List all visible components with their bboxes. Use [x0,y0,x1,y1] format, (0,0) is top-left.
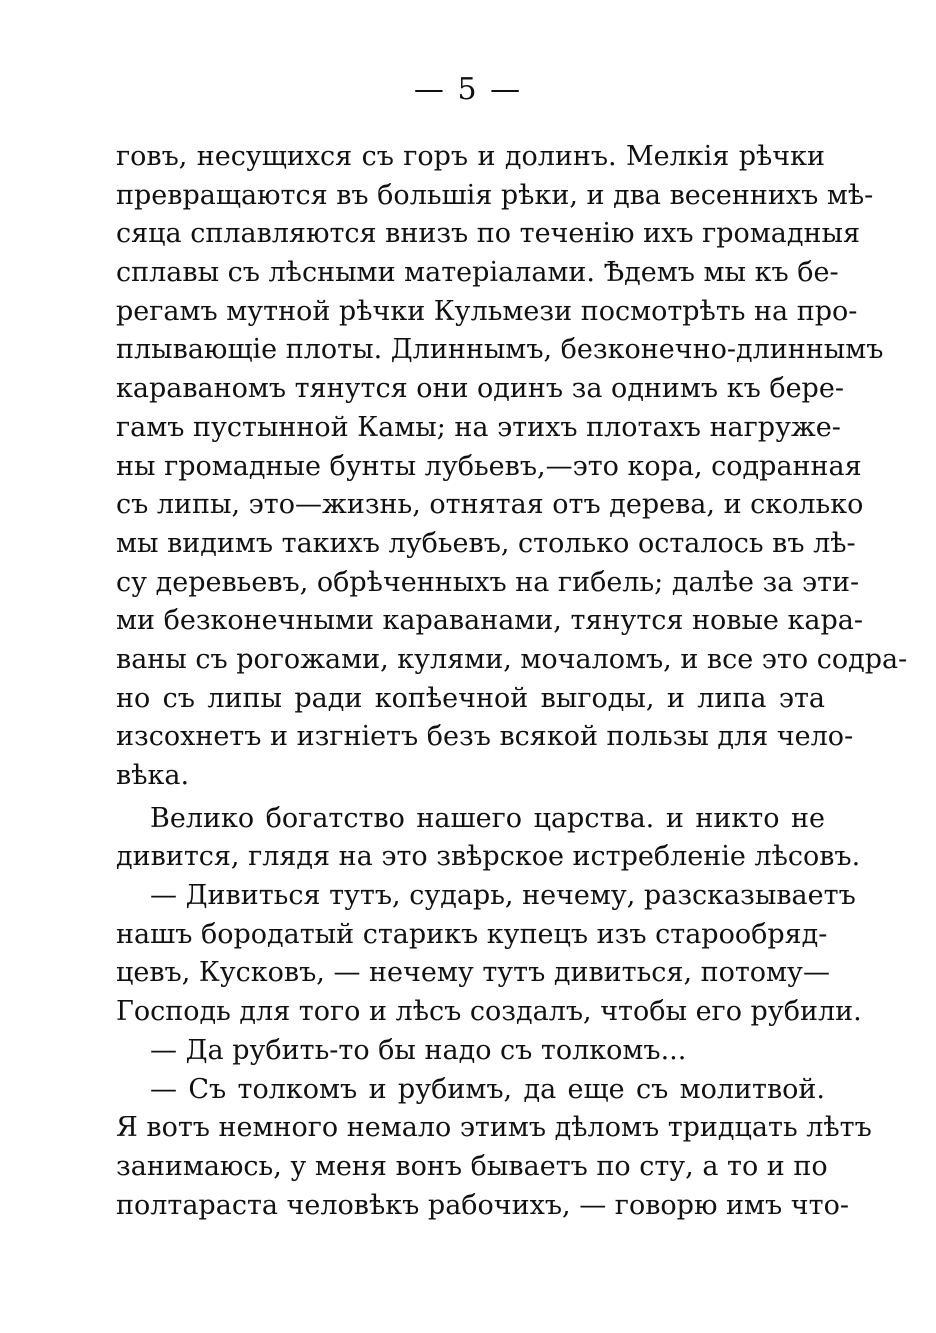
text-line: ваны съ рогожами, кулями, мочаломъ, и все это содра- [116,643,908,675]
text-line: вѣка. [116,760,190,791]
text-line: но съ липы ради копѣечной выгоды, и липа эта [116,682,825,714]
text-line: съ липы, это—жизнь, отнятая отъ дерева, и сколько [116,489,864,521]
text-line: дивится, глядя на это звѣрское истребленіе лѣсовъ. [116,841,861,873]
text-line: су деревьевъ, обрѣченныхъ на гибель; далѣе за эти- [116,566,860,598]
paragraph-start-line: Велико богатство нашего царства. и никто не [150,802,825,834]
text-line: регамъ мутной рѣчки Кульмези посмотрѣть на про- [116,295,858,327]
text-line: Господь для того и лѣсъ создалъ, чтобы его рубили. [116,996,862,1028]
text-line: нашъ бородатый старикъ купецъ изъ старообряд- [116,918,828,950]
text-line: караваномъ тянутся они одинъ за однимъ къ бере- [116,373,844,405]
text-line: цевъ, Кусковъ, — нечему тутъ дивиться, потому— [116,957,830,989]
text-line: занимаюсь, у меня вонъ бываетъ по сту, а то и по [116,1150,828,1182]
text-line: гамъ пустынной Камы; на этихъ плотахъ нагруже- [116,411,841,443]
text-line: сяца сплавляются внизъ по теченію ихъ громадныя [116,218,861,250]
text-line: говъ, несущихся съ горъ и долинъ. Мелкія рѣчки [116,141,825,172]
dialogue-line: — Дивиться тутъ, сударь, нечему, разсказываетъ [150,880,856,912]
dialogue-line: — Съ толкомъ и рубимъ, да еще съ молитвой. [150,1073,825,1105]
text-line: ми безконечными караванами, тянутся новые кара- [116,605,863,637]
body-text [116,138,908,1225]
text-line: изсохнетъ и изгніетъ безъ всякой пользы для чело- [116,721,854,753]
text-line: сплавы съ лѣсными матеріалами. Ѣдемъ мы къ бе- [116,257,839,289]
text-line: полтараста человѣкъ рабочихъ, — говорю имъ что- [116,1189,849,1221]
text-line: Я вотъ немного немало этимъ дѣломъ тридцать лѣтъ [116,1112,872,1144]
text-line: мы видимъ такихъ лубьевъ, столько осталось въ лѣ- [116,527,856,559]
text-line: плывающіе плоты. Длиннымъ, безконечно-длиннымъ [116,334,884,366]
page-number: — 5 — [413,72,523,107]
dialogue-line: — Да рубить-то бы надо съ толкомъ... [150,1034,687,1066]
text-line: ны громадные бунты лубьевъ,—это кора, содранная [116,450,862,482]
text-line: превращаются въ большія рѣки, и два весеннихъ мѣ- [116,179,874,211]
